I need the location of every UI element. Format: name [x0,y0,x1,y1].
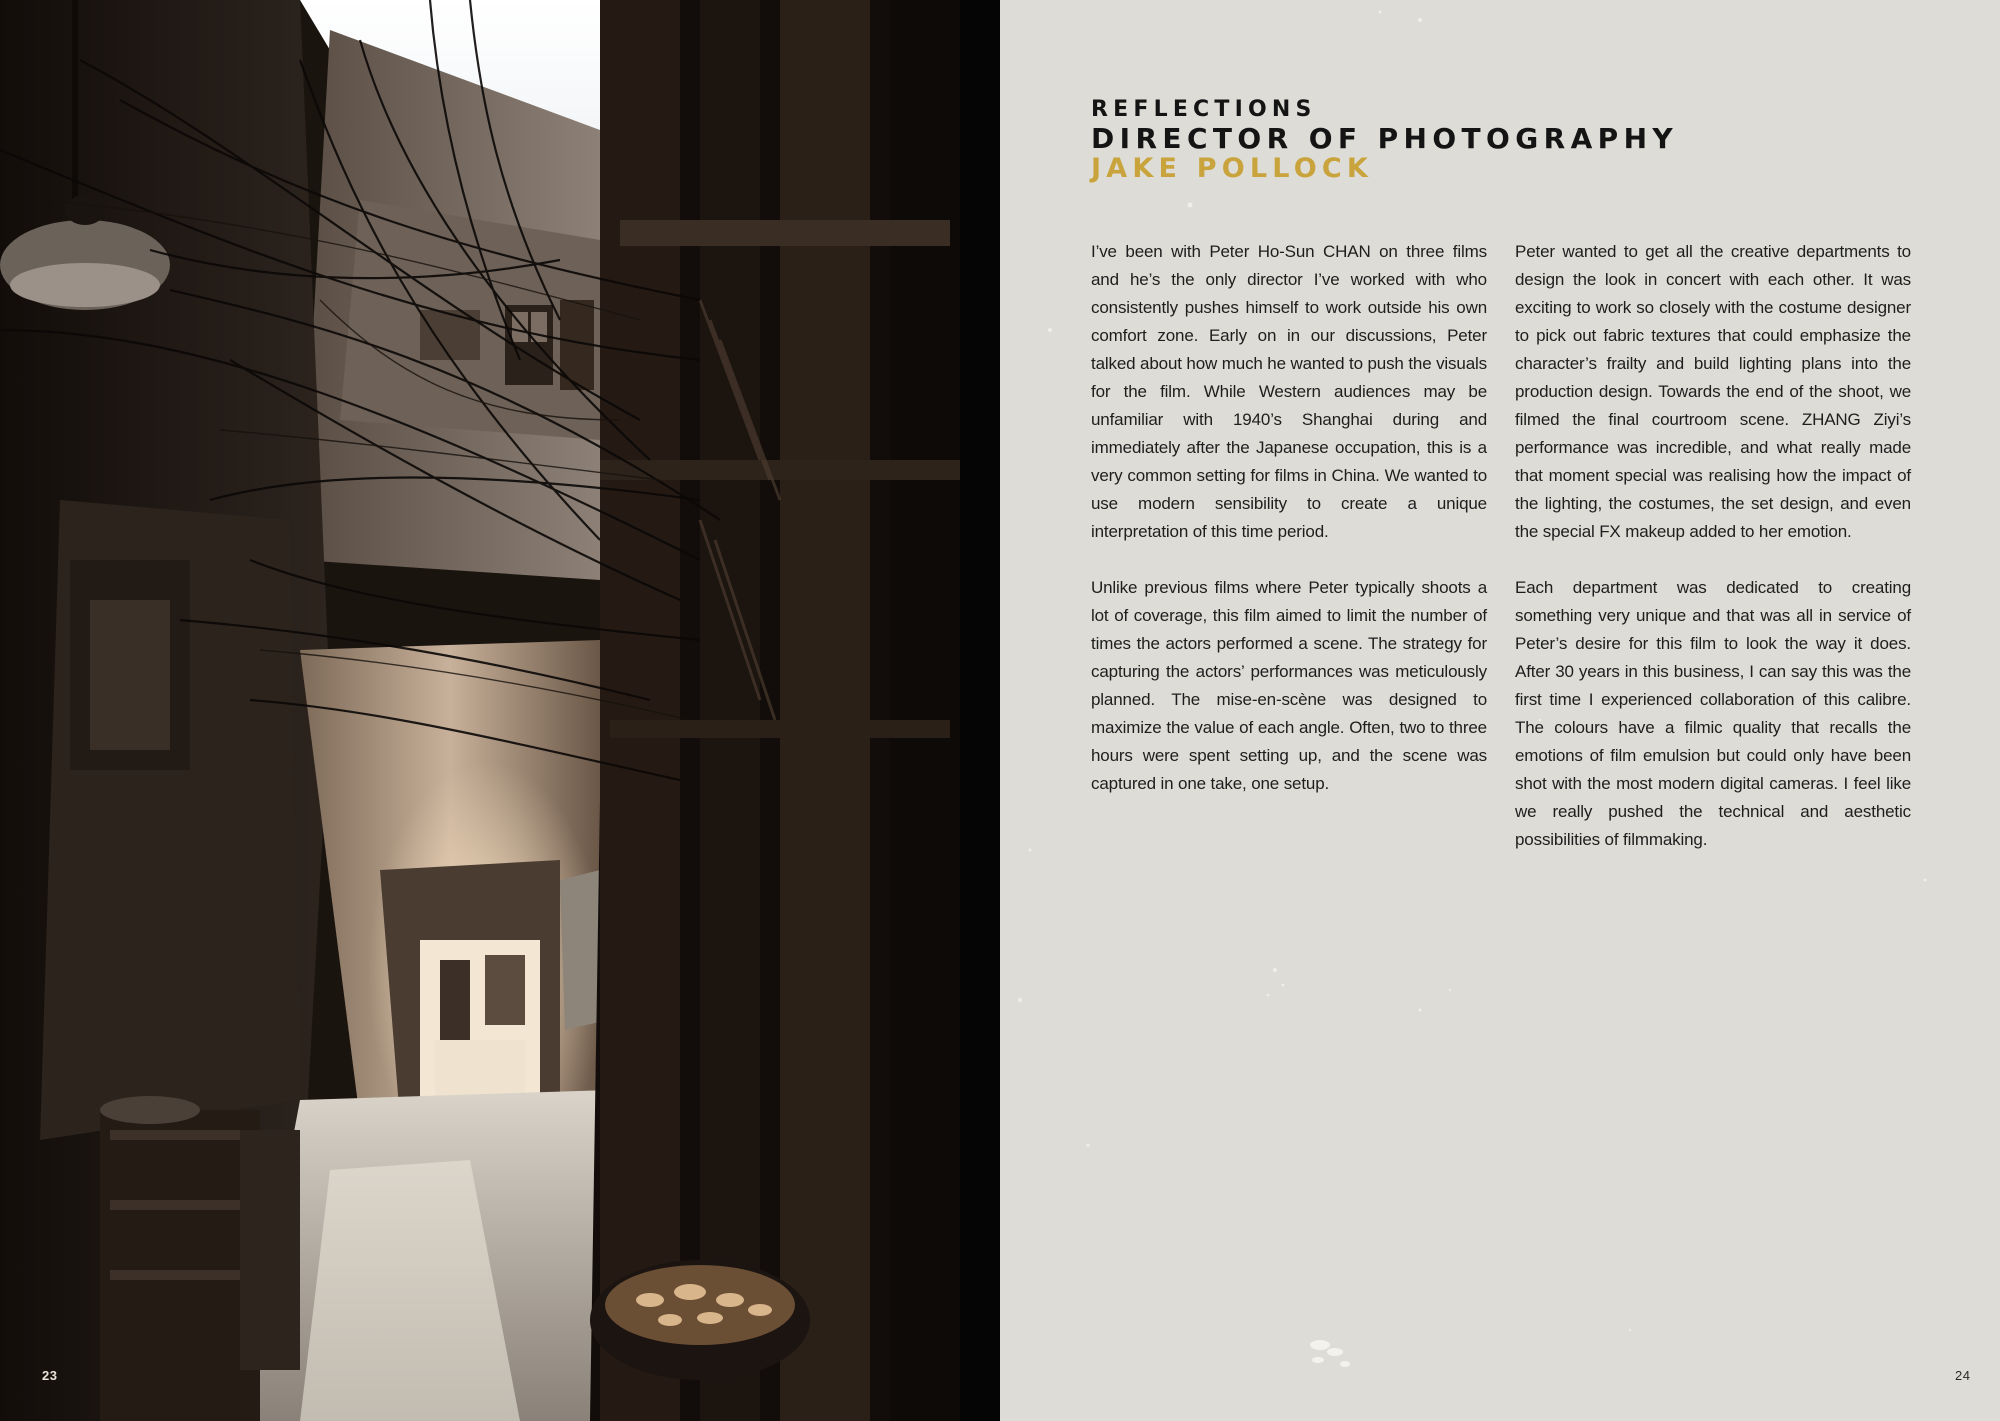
section-kicker: REFLECTIONS [1091,97,1317,122]
article-header [1091,96,1791,184]
article-author-name: JAKE POLLOCK [1091,153,1373,184]
right-page-article [1000,0,2000,1421]
paragraph: Each department was dedicated to creating something very unique and that was all in service of Peter’s desire for this film to look the way it does. After 30 years in this business, I can say this was the first time I experienced collaboration of this calibre. The colours have a filmic quality that recalls the emotions of film emulsion but could only have been shot with the most modern digital cameras. I feel like we really pushed the technical and aesthetic possibilities of filmmaking. [1515,578,1911,849]
paragraph: I’ve been with Peter Ho-Sun CHAN on three films and he’s the only director I’ve worked with who consistently pushes himself to work outside his own comfort zone. Early on in our discussions, Peter talked about how much he wanted to push the visuals for the film. While Western audiences may be unfamiliar with 1940’s Shanghai during and immediately after the Japanese occupation, this is a very common setting for films in China. We wanted to use modern sensibility to create a unique interpretation of this time period. [1091,242,1487,541]
article-title-role: DIRECTOR OF PHOTOGRAPHY [1091,122,1679,155]
text-column-left [1091,238,1487,826]
text-column-right [1515,238,1911,882]
paragraph: Unlike previous films where Peter typically shoots a lot of coverage, this film aimed to limit the number of times the actors performed a scene. The strategy for capturing the actors’ performances was meticulously planned. The mise-en-scène was designed to maximize the value of each angle. Often, two to three hours were spent setting up, and the scene was captured in one take, one setup. [1091,578,1487,793]
page-number-right: 24 [1955,1368,1971,1383]
paragraph: Peter wanted to get all the creative departments to design the look in concert with each other. It was exciting to work so closely with the costume designer to pick out fabric textures that could emphasize the character’s frailty and build lighting plans into the production design. Towards the end of the shoot, we filmed the final courtroom scene. ZHANG Ziyi’s performance was incredible, and what really made that moment special was realising how the impact of the lighting, the costumes, the set design, and even the special FX makeup added to her emotion. [1515,242,1911,541]
page-number-left: 23 [42,1368,58,1383]
